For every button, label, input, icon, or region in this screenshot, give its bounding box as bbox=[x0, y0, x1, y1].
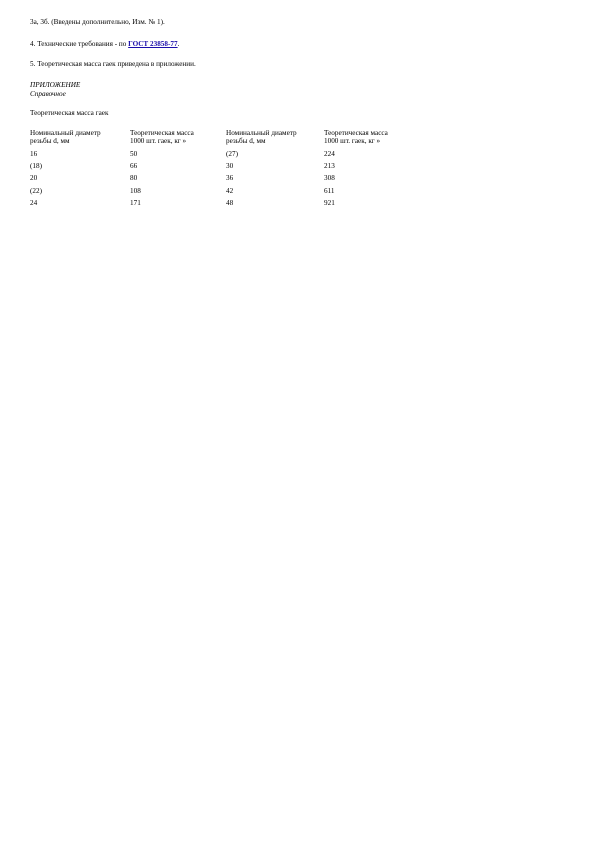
table-cell: 308 bbox=[324, 174, 335, 183]
header-line: Теоретическая масса bbox=[130, 129, 194, 137]
table-cell: 50 bbox=[130, 149, 138, 158]
header-diameter-1 bbox=[30, 129, 130, 150]
table-header-row bbox=[30, 129, 424, 150]
table-cell: 24 bbox=[30, 199, 38, 208]
table-cell: 171 bbox=[130, 199, 141, 208]
table-cell: 213 bbox=[324, 161, 335, 170]
table-cell: 66 bbox=[130, 161, 138, 170]
table-cell: 921 bbox=[324, 199, 335, 208]
gost-link[interactable]: ГОСТ 23858-77 bbox=[128, 40, 178, 48]
header-line: Номинальный диаметр bbox=[226, 129, 297, 137]
table-cell: 36 bbox=[226, 174, 234, 183]
table-cell: 16 bbox=[30, 149, 38, 158]
table-cell: 224 bbox=[324, 149, 335, 158]
table-row bbox=[30, 187, 424, 199]
paragraph-3a: 3а, 3б. (Введены дополнительно, Изм. № 1). bbox=[30, 18, 165, 26]
table-cell: 611 bbox=[324, 186, 335, 195]
header-line: резьбы d, мм bbox=[30, 137, 70, 146]
header-mass-2 bbox=[324, 129, 424, 150]
header-line: Теоретическая масса bbox=[324, 129, 388, 137]
header-line: 1000 шт. гаек, кг » bbox=[130, 137, 187, 146]
table-row bbox=[30, 162, 424, 174]
table-caption: Теоретическая масса гаек bbox=[30, 109, 109, 117]
table-cell: 42 bbox=[226, 186, 234, 195]
header-diameter-2 bbox=[226, 129, 324, 150]
table-cell: (18) bbox=[30, 161, 42, 170]
paragraph-4 bbox=[30, 40, 179, 48]
table-cell: (27) bbox=[226, 149, 238, 158]
table-row bbox=[30, 174, 424, 186]
paragraph-4-prefix: 4. Технические требования - по bbox=[30, 40, 129, 48]
table-cell: (22) bbox=[30, 186, 42, 195]
appendix-subtitle: Справочное bbox=[30, 90, 66, 98]
header-line: 1000 шт. гаек, кг » bbox=[324, 137, 381, 146]
table-row bbox=[30, 150, 424, 162]
table-row bbox=[30, 199, 424, 211]
table-cell: 20 bbox=[30, 174, 38, 183]
table-cell: 30 bbox=[226, 161, 234, 170]
table-cell: 80 bbox=[130, 174, 138, 183]
mass-table bbox=[30, 129, 424, 212]
paragraph-5: 5. Теоретическая масса гаек приведена в приложении. bbox=[30, 60, 196, 68]
header-line: Номинальный диаметр bbox=[30, 129, 101, 137]
header-line: резьбы d, мм bbox=[226, 137, 266, 146]
paragraph-4-suffix: . bbox=[177, 40, 180, 48]
appendix-title: ПРИЛОЖЕНИЕ bbox=[30, 81, 81, 89]
header-mass-1 bbox=[130, 129, 226, 150]
table-cell: 48 bbox=[226, 199, 234, 208]
table-cell: 108 bbox=[130, 186, 141, 195]
